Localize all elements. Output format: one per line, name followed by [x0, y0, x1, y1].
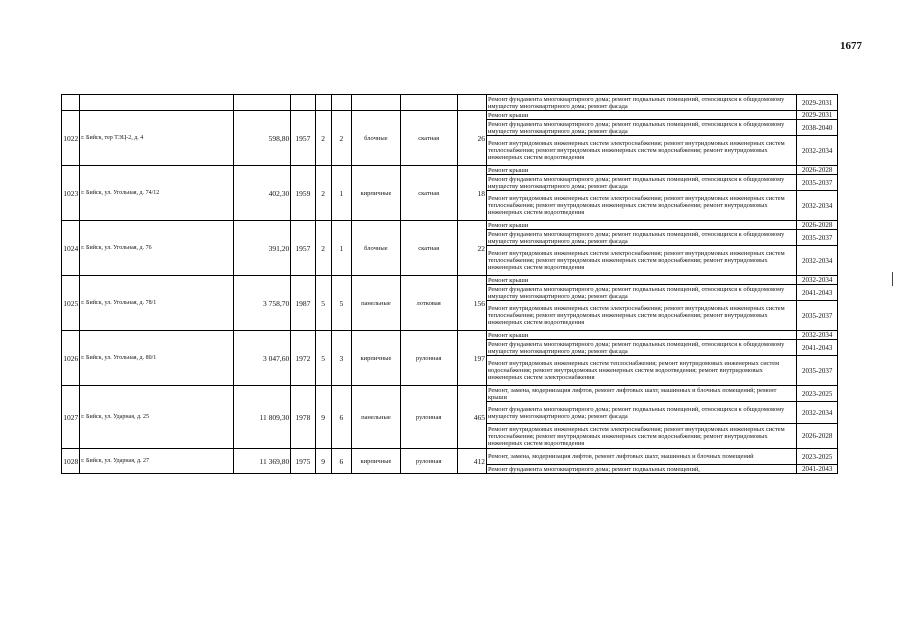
entrance-count: 3	[331, 331, 351, 386]
house-number	[62, 95, 80, 111]
repair-period: 2035-2037	[797, 301, 838, 331]
roof-type: рулонная	[400, 331, 457, 386]
house-number: 1028	[62, 449, 80, 474]
repair-period: 2032-2034	[797, 136, 838, 166]
table-row	[62, 331, 838, 340]
table-row	[62, 276, 838, 285]
entrance-count: 5	[331, 276, 351, 331]
house-area: 11 369,80	[234, 449, 291, 474]
table-row	[62, 449, 838, 465]
repair-period: 2026-2028	[797, 221, 838, 230]
build-year: 1957	[291, 111, 315, 166]
roof-type: лотковая	[400, 276, 457, 331]
roof-type: скатная	[400, 111, 457, 166]
house-area: 3 047,60	[234, 331, 291, 386]
repair-work: Ремонт внутридомовых инженерных систем электроснабжения; ремонт внутридомовых инженерных систем теплоснабжения; ремонт внутридомовых инженерных систем водоснабжения; ремонт внутридомовых инженерных систем водоотведения	[486, 191, 796, 221]
house-number: 1024	[62, 221, 80, 276]
house-address	[80, 95, 234, 111]
repair-period: 2041-2043	[797, 465, 838, 474]
floor-count: 5	[315, 276, 331, 331]
build-year: 1987	[291, 276, 315, 331]
wall-material: кирпичные	[352, 331, 401, 386]
wall-material: блочные	[352, 111, 401, 166]
house-number: 1026	[62, 331, 80, 386]
house-area	[234, 95, 291, 111]
apartment-count: 18	[457, 166, 486, 221]
floor-count: 5	[315, 331, 331, 386]
house-number: 1023	[62, 166, 80, 221]
apartment-count: 22	[457, 221, 486, 276]
repair-work: Ремонт фундамента многоквартирного дома; ремонт подвальных помещений, относящихся к общедомовому имуществу многоквартирного дома; ремонт фасада	[486, 285, 796, 301]
house-area: 598,80	[234, 111, 291, 166]
repair-work: Ремонт фундамента многоквартирного дома; ремонт подвальных помещений, относящихся к общедомовому имуществу многоквартирного дома; ремонт фасада	[486, 230, 796, 246]
wall-material: панельные	[352, 386, 401, 449]
page-number: 1677	[840, 40, 862, 52]
repair-period: 2032-2034	[797, 191, 838, 221]
repair-work: Ремонт внутридомовых инженерных систем электроснабжения; ремонт внутридомовых инженерных систем теплоснабжения; ремонт внутридомовых инженерных систем водоснабжения; ремонт внутридомовых инженерных систем водоотведения	[486, 424, 796, 449]
entrance-count: 6	[331, 386, 351, 449]
house-area: 391,20	[234, 221, 291, 276]
repair-period: 2023-2025	[797, 386, 838, 402]
house-number: 1027	[62, 386, 80, 449]
repair-period: 2041-2043	[797, 340, 838, 356]
repair-period: 2032-2034	[797, 276, 838, 285]
floor-count: 2	[315, 111, 331, 166]
repair-period: 2026-2028	[797, 166, 838, 175]
house-address: г. Бийск, ул. Угольная, д. 78/1	[80, 276, 234, 331]
table-row	[62, 221, 838, 230]
entrance-count	[331, 95, 351, 111]
repair-work: Ремонт крыши	[486, 111, 796, 120]
house-address: г. Бийск, ул. Угольная, д. 74/12	[80, 166, 234, 221]
repair-period: 2026-2028	[797, 424, 838, 449]
build-year: 1972	[291, 331, 315, 386]
repair-period: 2035-2037	[797, 230, 838, 246]
repair-work: Ремонт фундамента многоквартирного дома; ремонт подвальных помещений, относящихся к общедомовому имуществу многоквартирного дома; ремонт фасада	[486, 402, 796, 424]
repair-work: Ремонт крыши	[486, 276, 796, 285]
repair-work: Ремонт фундамента многоквартирного дома; ремонт подвальных помещений,	[486, 465, 796, 474]
apartment-count: 156	[457, 276, 486, 331]
repair-work: Ремонт внутридомовых инженерных систем электроснабжения; ремонт внутридомовых инженерных систем теплоснабжения; ремонт внутридомовых инженерных систем водоснабжения; ремонт внутридомовых инженерных систем водоотведения	[486, 301, 796, 331]
floor-count: 2	[315, 221, 331, 276]
build-year: 1957	[291, 221, 315, 276]
house-number: 1025	[62, 276, 80, 331]
floor-count	[315, 95, 331, 111]
house-address: г. Бийск, ул. Угольная, д. 76	[80, 221, 234, 276]
build-year	[291, 95, 315, 111]
roof-type: рулонная	[400, 449, 457, 474]
repair-work: Ремонт, замена, модернизация лифтов, ремонт лифтовых шахт, машинных и блочных помещений	[486, 449, 796, 465]
repair-work: Ремонт фундамента многоквартирного дома; ремонт подвальных помещений, относящихся к общедомовому имуществу многоквартирного дома; ремонт фасада	[486, 95, 796, 111]
table-row	[62, 166, 838, 175]
build-year: 1975	[291, 449, 315, 474]
house-address: г. Бийск, ул. Ударная, д. 25	[80, 386, 234, 449]
repair-period: 2038-2040	[797, 120, 838, 136]
repair-period: 2035-2037	[797, 356, 838, 386]
repair-work: Ремонт крыши	[486, 221, 796, 230]
table-row	[62, 386, 838, 402]
apartment-count: 412	[457, 449, 486, 474]
repair-work: Ремонт, замена, модернизация лифтов, ремонт лифтовых шахт, машинных и блочных помещений; ремонт крыши	[486, 386, 796, 402]
roof-type: рулонная	[400, 386, 457, 449]
repair-period: 2029-2031	[797, 95, 838, 111]
floor-count: 2	[315, 166, 331, 221]
repair-period: 2035-2037	[797, 175, 838, 191]
wall-material: блочные	[352, 221, 401, 276]
table-row	[62, 95, 838, 111]
repair-work: Ремонт крыши	[486, 166, 796, 175]
repair-period: 2032-2034	[797, 402, 838, 424]
floor-count: 9	[315, 386, 331, 449]
house-address: г. Бийск, ул. Ударная, д. 27	[80, 449, 234, 474]
repair-period: 2032-2034	[797, 246, 838, 276]
repair-work: Ремонт внутридомовых инженерных систем электроснабжения; ремонт внутридомовых инженерных систем теплоснабжения; ремонт внутридомовых инженерных систем водоснабжения; ремонт внутридомовых инженерных систем водоотведения	[486, 246, 796, 276]
roof-type: скатная	[400, 166, 457, 221]
house-area: 11 809,30	[234, 386, 291, 449]
repair-period: 2023-2025	[797, 449, 838, 465]
house-number: 1022	[62, 111, 80, 166]
margin-mark	[892, 272, 893, 286]
repair-work: Ремонт фундамента многоквартирного дома; ремонт подвальных помещений, относящихся к общедомовому имуществу многоквартирного дома; ремонт фасада	[486, 175, 796, 191]
roof-type: скатная	[400, 221, 457, 276]
floor-count: 9	[315, 449, 331, 474]
wall-material: кирпичные	[352, 166, 401, 221]
house-address: г. Бийск, тер ТЭЦ-2, д. 4	[80, 111, 234, 166]
repair-work: Ремонт внутридомовых инженерных систем электроснабжения; ремонт внутридомовых инженерных систем теплоснабжения; ремонт внутридомовых инженерных систем водоснабжения; ремонт внутридомовых инженерных систем водоотведения	[486, 136, 796, 166]
repair-work: Ремонт крыши	[486, 331, 796, 340]
build-year: 1959	[291, 166, 315, 221]
apartment-count: 197	[457, 331, 486, 386]
entrance-count: 2	[331, 111, 351, 166]
capital-repair-table	[61, 94, 838, 474]
table-row	[62, 111, 838, 120]
wall-material	[352, 95, 401, 111]
repair-work: Ремонт фундамента многоквартирного дома; ремонт подвальных помещений, относящихся к общедомовому имуществу многоквартирного дома; ремонт фасада	[486, 340, 796, 356]
repair-period: 2032-2034	[797, 331, 838, 340]
repair-work: Ремонт фундамента многоквартирного дома; ремонт подвальных помещений, относящихся к общедомовому имуществу многоквартирного дома; ремонт фасада	[486, 120, 796, 136]
apartment-count: 26	[457, 111, 486, 166]
entrance-count: 1	[331, 166, 351, 221]
house-area: 3 758,70	[234, 276, 291, 331]
house-area: 402,30	[234, 166, 291, 221]
entrance-count: 1	[331, 221, 351, 276]
house-address: г. Бийск, ул. Угольная, д. 80/1	[80, 331, 234, 386]
repair-work: Ремонт внутридомовых инженерных систем теплоснабжения; ремонт внутридомовых инженерных систем водоснабжения; ремонт внутридомовых инженерных систем водоотведения; ремонт внутридомовых инженерных систем электроснабжения	[486, 356, 796, 386]
apartment-count	[457, 95, 486, 111]
repair-period: 2029-2031	[797, 111, 838, 120]
repair-period: 2041-2043	[797, 285, 838, 301]
wall-material: панельные	[352, 276, 401, 331]
apartment-count: 465	[457, 386, 486, 449]
roof-type	[400, 95, 457, 111]
entrance-count: 6	[331, 449, 351, 474]
wall-material: кирпичные	[352, 449, 401, 474]
build-year: 1978	[291, 386, 315, 449]
